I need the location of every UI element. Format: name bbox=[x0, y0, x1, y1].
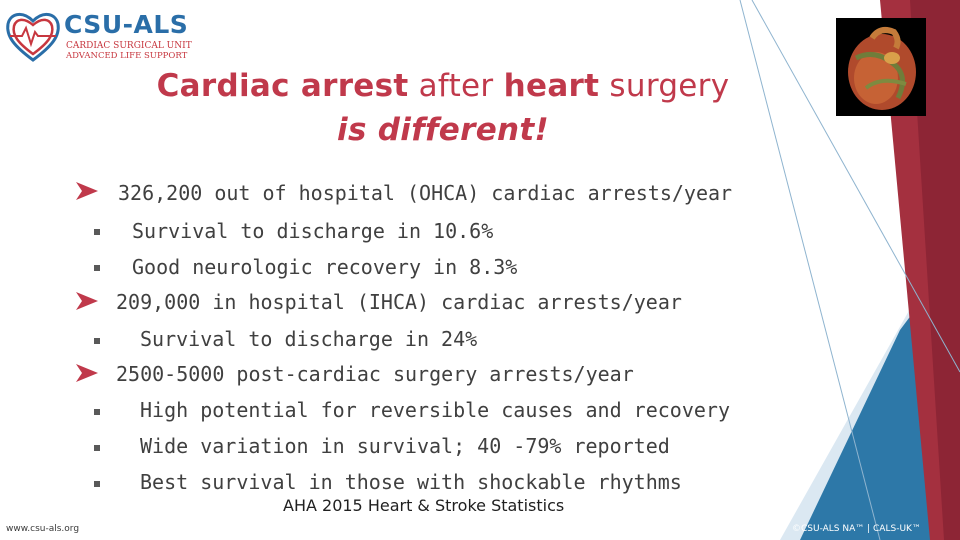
title-line-2: is different! bbox=[337, 112, 549, 148]
title-word: Cardiac arrest bbox=[156, 68, 409, 104]
bullet-sub-text: Wide variation in survival; 40 -79% reported bbox=[140, 434, 670, 458]
bullet-main-text: 209,000 in hospital (IHCA) cardiac arrests/year bbox=[116, 290, 682, 314]
square-bullet-icon bbox=[94, 265, 100, 271]
title-word: heart bbox=[503, 68, 600, 104]
title-word: after bbox=[418, 68, 494, 104]
logo-tagline-2: ADVANCED LIFE SUPPORT bbox=[66, 51, 188, 61]
title-word: surgery bbox=[609, 68, 730, 104]
logo-tagline-1: CARDIAC SURGICAL UNIT bbox=[66, 41, 192, 51]
logo-name: CSU-ALS bbox=[64, 10, 189, 39]
arrowhead-icon bbox=[76, 182, 98, 200]
bullet-main-text: 2500-5000 post-cardiac surgery arrests/year bbox=[116, 362, 634, 386]
arrowhead-icon bbox=[76, 364, 98, 382]
bullet-sub-text: Survival to discharge in 10.6% bbox=[132, 219, 494, 243]
footer-copyright: ©CSU-ALS NA™ | CALS-UK™ bbox=[792, 524, 921, 534]
bullet-sub-text: Survival to discharge in 24% bbox=[140, 327, 478, 351]
footer-website: www.csu-als.org bbox=[6, 524, 80, 534]
square-bullet-icon bbox=[94, 338, 100, 344]
bullet-sub-text: High potential for reversible causes and recovery bbox=[140, 398, 731, 422]
bullet-main-text: 326,200 out of hospital (OHCA) cardiac arrests/year bbox=[118, 181, 733, 205]
square-bullet-icon bbox=[94, 481, 100, 487]
square-bullet-icon bbox=[94, 409, 100, 415]
bullet-sub-text: Good neurologic recovery in 8.3% bbox=[132, 255, 518, 279]
square-bullet-icon bbox=[94, 229, 100, 235]
source-citation: AHA 2015 Heart & Stroke Statistics bbox=[283, 496, 565, 515]
arrowhead-icon bbox=[76, 292, 98, 310]
square-bullet-icon bbox=[94, 445, 100, 451]
bullet-sub-text: Best survival in those with shockable rhythms bbox=[140, 470, 682, 494]
